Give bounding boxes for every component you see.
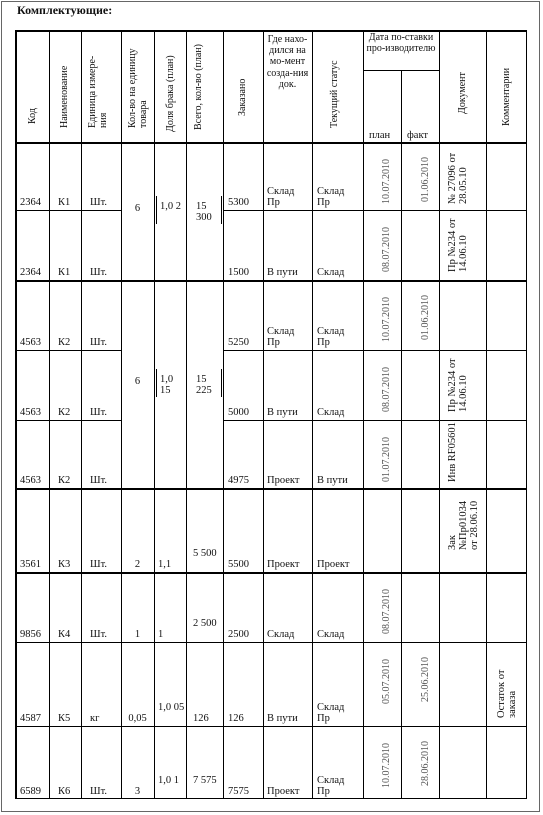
row-naimenovanie: К5 [58, 713, 71, 724]
row-vsego: 126 [193, 713, 209, 724]
row-zakazano: 2500 [228, 629, 249, 640]
row-naimenovanie: К3 [58, 559, 71, 570]
row-status: Склад [317, 407, 345, 418]
row-gde: Склад [267, 629, 295, 640]
row-naimenovanie: К4 [58, 629, 71, 640]
row-dolya-braka: 1,0 05 [158, 702, 185, 713]
row-rule [15, 726, 527, 727]
group-vsego: 15 225 [196, 374, 212, 396]
row-vsego: 2 500 [193, 618, 217, 629]
row-date-plan: 10.07.2010 [381, 297, 392, 342]
col-rule [121, 30, 122, 799]
header-naimenovanie: Наименование [59, 65, 70, 128]
row-edinica: кг [90, 713, 100, 724]
row-rule [15, 642, 527, 643]
row-dolya-braka: 1 [158, 629, 164, 640]
row-date-fakt: 01.06.2010 [420, 295, 431, 340]
row-kod: 4563 [20, 337, 41, 348]
row-vsego: 5 500 [193, 548, 217, 559]
header-fakt: факт [407, 130, 429, 141]
row-edinica: Шт. [90, 629, 108, 640]
row-document: Пр №234 от 14.06.10 [447, 358, 469, 412]
header-kol-vo: Кол-во на единицу товара [127, 48, 149, 128]
row-edinica: Шт. [90, 267, 108, 278]
row-kod: 2364 [20, 197, 41, 208]
row-edinica: Шт. [90, 337, 108, 348]
row-zakazano: 5250 [228, 337, 249, 348]
table-border-bottom [15, 798, 527, 800]
row-status: Склад [317, 629, 345, 640]
row-kod: 3561 [20, 559, 41, 570]
col-rule [401, 70, 402, 799]
row-date-plan: 05.07.2010 [381, 659, 392, 704]
row-date-plan: 10.07.2010 [381, 159, 392, 204]
group-kol-vo: 6 [134, 376, 141, 387]
row-rule [223, 420, 527, 421]
row-kod: 2364 [20, 267, 41, 278]
row-edinica: Шт. [90, 786, 108, 797]
row-kod: 9856 [20, 629, 41, 640]
row-document: Инв RF05601 [447, 422, 458, 482]
row-document: Зак №Пр01034 от 28.06.10 [447, 500, 480, 550]
row-status: Склад Пр [317, 186, 345, 208]
row-kol-vo: 0,05 [128, 713, 147, 724]
row-kod: 4587 [20, 713, 41, 724]
row-gde: В пути [267, 267, 298, 278]
header-status: Текущий статус [329, 60, 340, 128]
row-edinica: Шт. [90, 407, 108, 418]
row-gde: В пути [267, 713, 298, 724]
row-rule [15, 350, 121, 351]
col-rule [263, 30, 264, 799]
row-zakazano: 4975 [228, 475, 249, 486]
row-naimenovanie: К2 [58, 337, 71, 348]
row-dolya-braka: 1,1 [158, 559, 172, 570]
header-edinica: Единица измере-ния [87, 55, 109, 128]
row-gde: Проект [267, 559, 300, 570]
col-rule [81, 30, 82, 799]
row-date-plan: 10.07.2010 [381, 743, 392, 788]
row-zakazano: 5000 [228, 407, 249, 418]
row-status: Склад [317, 267, 345, 278]
group-dolya-braka: 1,0 15 [160, 374, 174, 396]
row-naimenovanie: К1 [58, 267, 71, 278]
table-border-right [526, 30, 528, 799]
col-rule [486, 30, 487, 799]
group-bracket [156, 196, 157, 224]
row-naimenovanie: К1 [58, 197, 71, 208]
group-kol-vo: 6 [134, 203, 141, 214]
row-date-plan: 08.07.2010 [381, 367, 392, 412]
row-status: В пути [317, 475, 348, 486]
row-date-plan: 08.07.2010 [381, 227, 392, 272]
table-border-left [15, 30, 17, 799]
row-gde: В пути [267, 407, 298, 418]
row-status: Склад Пр [317, 775, 345, 797]
row-gde: Склад Пр [267, 186, 295, 208]
row-date-fakt: 28.06.2010 [420, 741, 431, 786]
col-rule [154, 30, 155, 799]
col-rule [439, 30, 440, 799]
col-rule [186, 30, 187, 799]
page-title: Комплектующие: [17, 3, 113, 17]
row-gde: Проект [267, 786, 300, 797]
row-gde: Проект [267, 475, 300, 486]
col-rule [312, 30, 313, 799]
row-gde: Склад Пр [267, 326, 295, 348]
row-comment: Остаток от заказа [496, 669, 518, 718]
row-kol-vo: 1 [134, 629, 141, 640]
row-naimenovanie: К2 [58, 407, 71, 418]
row-zakazano: 5500 [228, 559, 249, 570]
row-naimenovanie: К2 [58, 475, 71, 486]
row-kod: 4563 [20, 407, 41, 418]
row-zakazano: 5300 [228, 197, 249, 208]
row-status: Склад Пр [317, 702, 345, 724]
row-zakazano: 7575 [228, 786, 249, 797]
header-dolya-braka: Доля брака (план) [165, 55, 176, 132]
row-zakazano: 1500 [228, 267, 249, 278]
row-status: Склад Пр [317, 326, 345, 348]
row-dolya-braka: 1,0 1 [158, 775, 179, 786]
row-edinica: Шт. [90, 475, 108, 486]
row-edinica: Шт. [90, 559, 108, 570]
row-date-plan: 01.07.2010 [381, 437, 392, 482]
row-rule [223, 210, 527, 211]
col-rule [49, 30, 50, 799]
row-edinica: Шт. [90, 197, 108, 208]
row-kol-vo: 3 [134, 786, 141, 797]
row-document: № 27096 от 28.05.10 [447, 152, 469, 204]
row-status: Проект [317, 559, 350, 570]
row-kod: 4563 [20, 475, 41, 486]
row-date-plan: 08.07.2010 [381, 589, 392, 634]
row-kol-vo: 2 [134, 559, 141, 570]
group-bracket [156, 369, 157, 397]
row-date-fakt: 25.06.2010 [420, 657, 431, 702]
table-border-top [15, 30, 527, 32]
header-zakazano: Заказано [237, 78, 248, 116]
row-naimenovanie: К6 [58, 786, 71, 797]
group-bracket [221, 196, 222, 224]
group-dolya-braka: 1,0 2 [160, 201, 181, 212]
row-rule [223, 350, 527, 351]
row-date-fakt: 01.06.2010 [420, 157, 431, 202]
components-table [15, 30, 527, 799]
group-vsego: 15 300 [196, 201, 212, 223]
header-gde: Где нахо-дился на мо-мент созда-ния док. [266, 34, 309, 90]
row-vsego: 7 575 [193, 775, 217, 786]
header-data-postavki: Дата по-ставки про-изводителю [366, 32, 436, 55]
col-rule [363, 30, 364, 799]
row-zakazano: 126 [228, 713, 244, 724]
group-bracket [221, 369, 222, 397]
header-kod: Код [27, 108, 38, 124]
row-rule [15, 210, 121, 211]
row-kod: 6589 [20, 786, 41, 797]
header-kommentarii: Комментарии [501, 67, 512, 126]
header-dokument: Документ [457, 72, 468, 114]
row-rule [15, 420, 121, 421]
row-rule [15, 572, 527, 574]
row-document: Пр №234 от 14.06.10 [447, 218, 469, 272]
col-rule [223, 30, 224, 799]
row-rule [15, 280, 527, 282]
header-plan: план [369, 130, 391, 141]
header-vsego: Всего, кол-во (план) [193, 43, 204, 130]
